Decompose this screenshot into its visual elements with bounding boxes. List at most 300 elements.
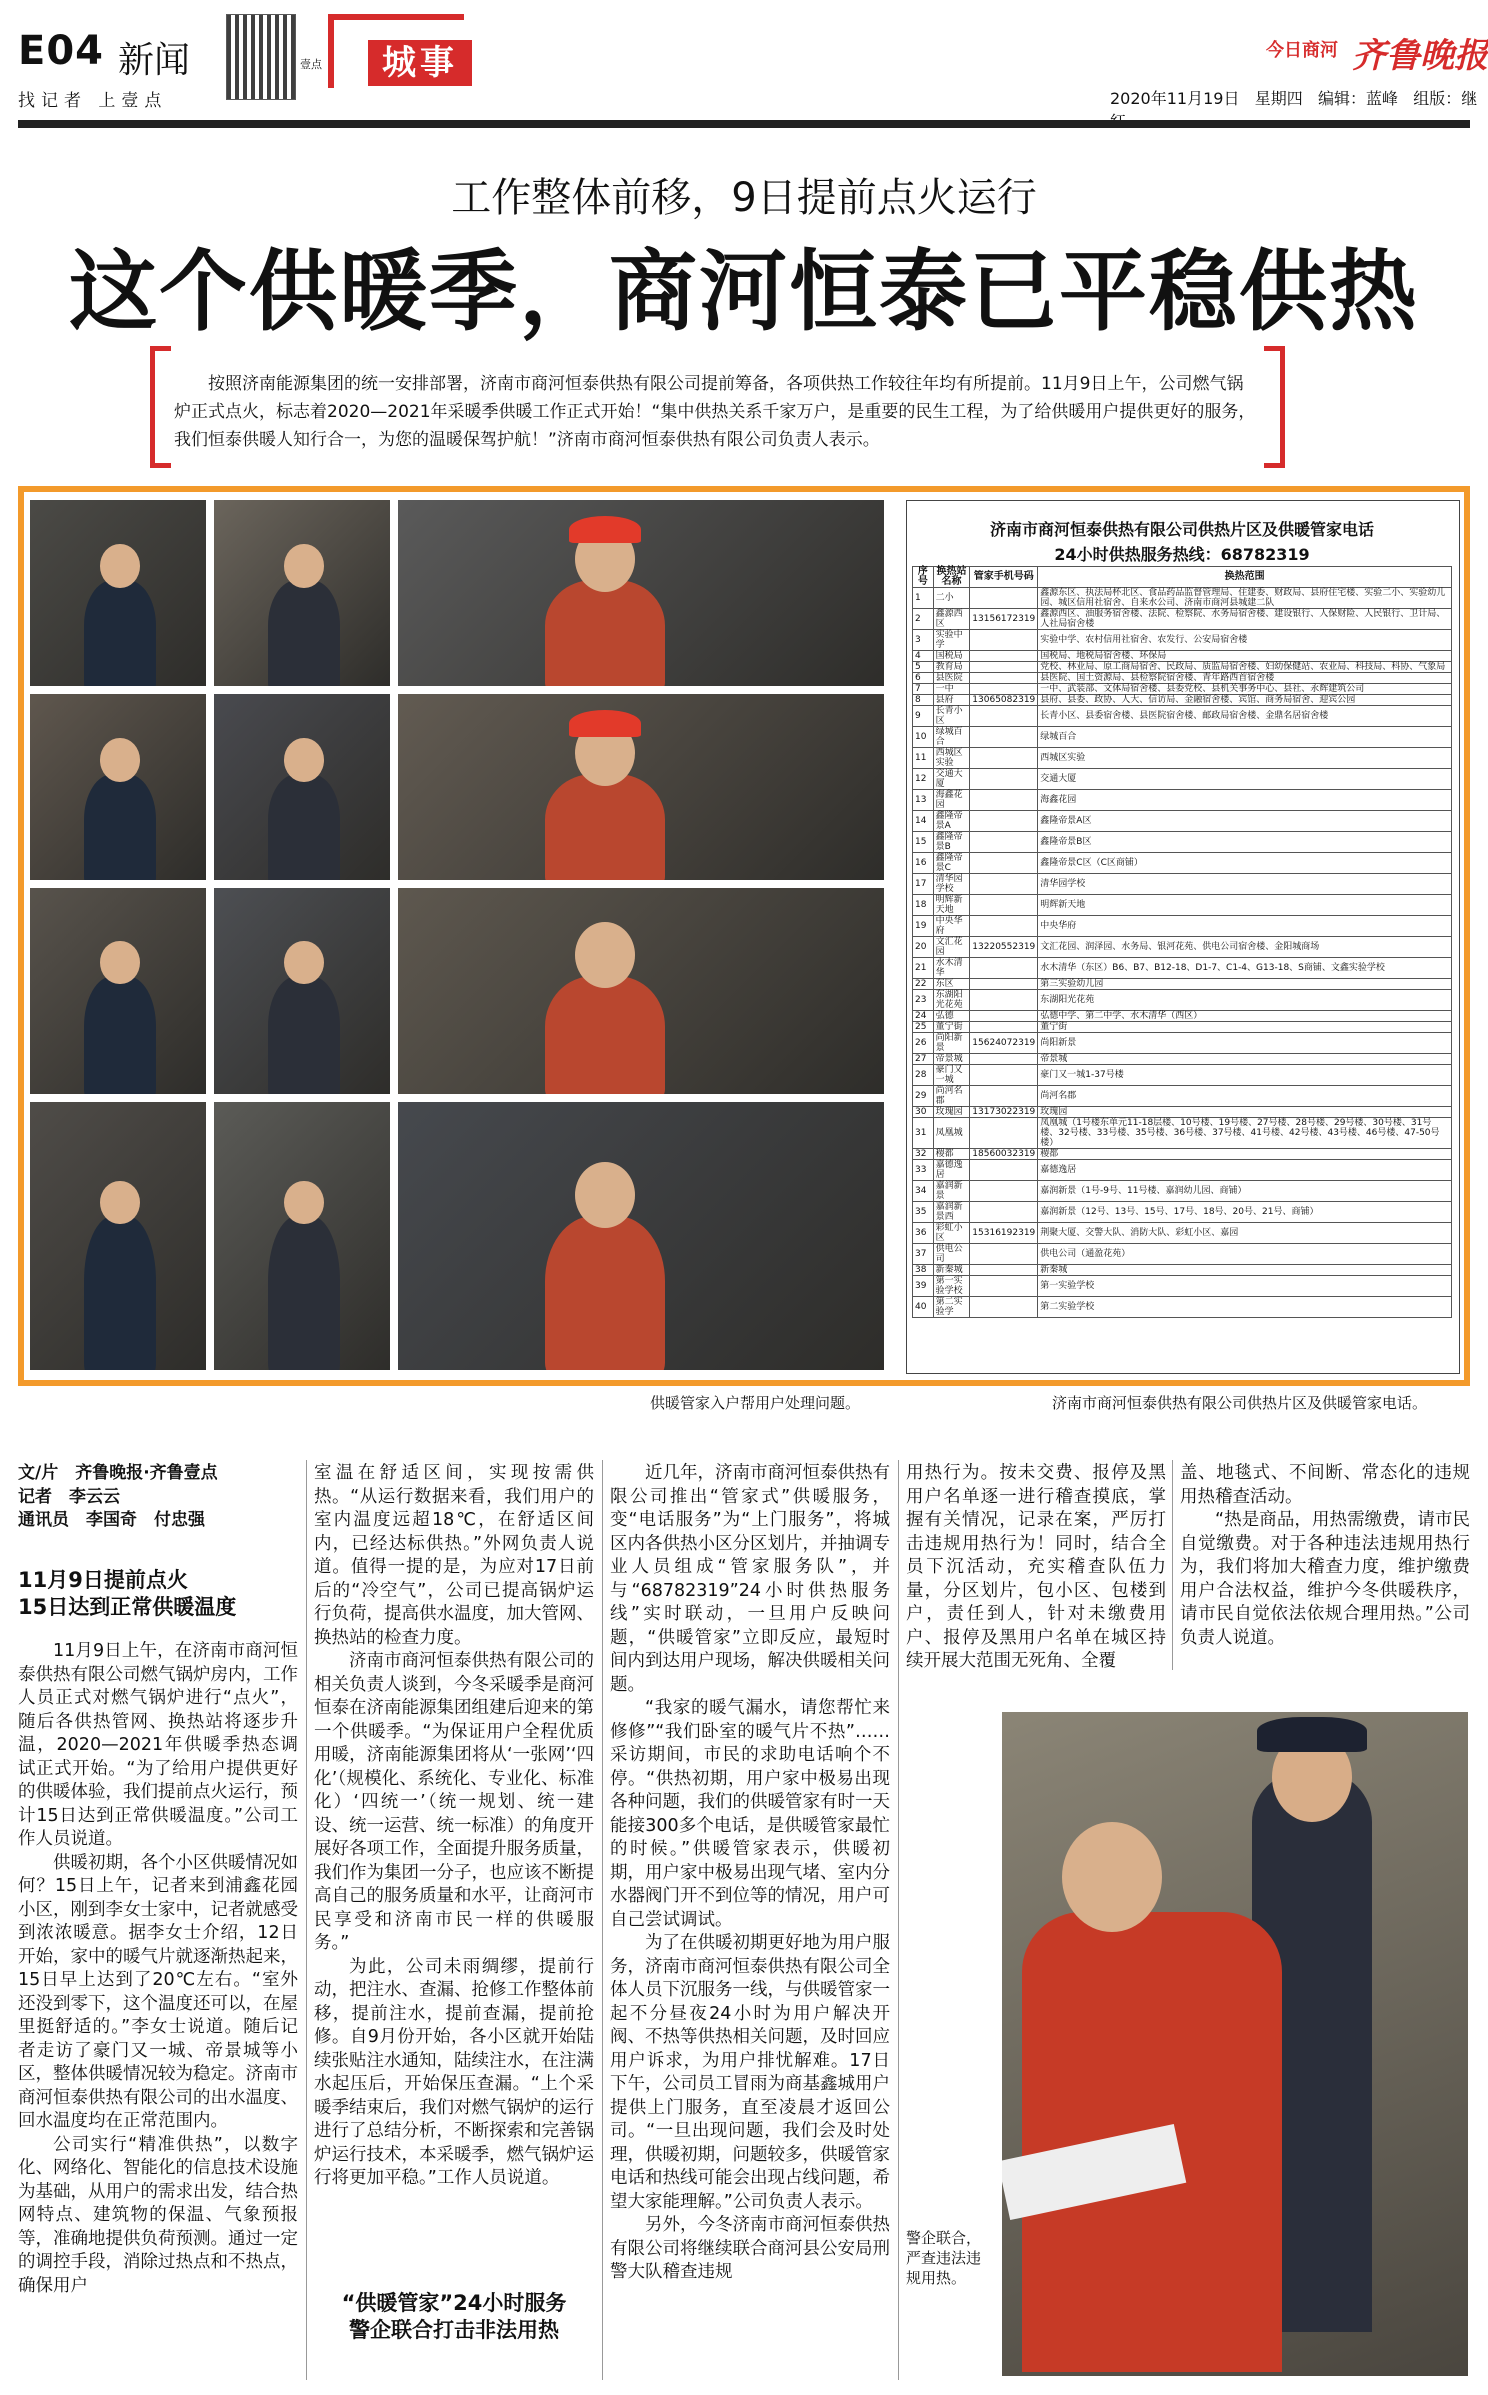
table-cell: 教育局: [933, 662, 970, 673]
slogan: 找记者 上壹点: [18, 91, 168, 111]
byline-line: 通讯员 李国奇 付忠强: [18, 1510, 205, 1530]
table-cell: [970, 1054, 1038, 1065]
table-cell: 玫瑰园: [933, 1107, 970, 1118]
table-cell: 4: [913, 651, 934, 662]
worker-head: [284, 941, 324, 985]
table-cell: 弘德中学、第二中学、水木清华（西区）: [1038, 1011, 1452, 1022]
table-cell: 15316192319: [970, 1223, 1038, 1244]
photo-panel: [30, 1102, 206, 1370]
table-cell: [970, 895, 1038, 916]
table-row: [913, 588, 1452, 609]
table-cell: 第三实验幼儿园: [1038, 979, 1452, 990]
safety-helmet: [569, 710, 641, 737]
table-cell: 29: [913, 1086, 934, 1107]
lead-bracket-left: [150, 346, 171, 468]
table-row: [913, 695, 1452, 706]
table-cell: [970, 1118, 1038, 1149]
byline-line: 文/片 齐鲁晚报·齐鲁壹点: [18, 1463, 218, 1483]
table-cell: [970, 958, 1038, 979]
table-cell: 36: [913, 1223, 934, 1244]
header-rule: [18, 120, 1470, 128]
photo-panel: [214, 888, 390, 1094]
table-cell: 水木清华（东区）B6、B7、B12-18、D1-7、C1-4、G13-18、S商铺、文鑫实验学校: [1038, 958, 1452, 979]
table-cell: 鑫隆帝景C区（C区商铺）: [1038, 853, 1452, 874]
table-cell: [970, 727, 1038, 748]
table-row: [913, 1265, 1452, 1276]
column-divider: [602, 1460, 603, 2380]
section-title-line: 11月9日提前点火: [18, 1568, 188, 1592]
table-row: [913, 1086, 1452, 1107]
table-cell: [970, 1202, 1038, 1223]
table-cell: 2: [913, 609, 934, 630]
table-cell: 西城区实验: [1038, 748, 1452, 769]
table-cell: 东湖阳光花苑: [933, 990, 970, 1011]
subheadline: 工作整体前移，9日提前点火运行: [451, 175, 1037, 221]
table-row: [913, 673, 1452, 684]
table-row: [913, 895, 1452, 916]
photo-panel: [214, 500, 390, 686]
photo-panel: [398, 1102, 884, 1370]
table-row: [913, 1065, 1452, 1086]
table-cell: 25: [913, 1022, 934, 1033]
table-row: [913, 811, 1452, 832]
table-cell: 清华园学校: [933, 874, 970, 895]
table-cell: 嘉德逸居: [933, 1160, 970, 1181]
table-header-cell: 管家手机号码: [970, 567, 1038, 588]
brand-small: 今日商河: [1266, 40, 1338, 61]
table-caption: 济南市商河恒泰供热有限公司供热片区及供暖管家电话。: [1052, 1394, 1428, 1412]
column-4: [906, 1462, 1166, 1672]
table-hotline: 24小时供热服务热线：68782319: [1054, 545, 1310, 564]
table-cell: 东区: [933, 979, 970, 990]
table-row: [913, 1118, 1452, 1149]
designer: 组版：继: [1413, 89, 1478, 108]
worker-body: [545, 976, 665, 1094]
table-cell: 县府: [933, 695, 970, 706]
photo-panel: [398, 888, 884, 1094]
paragraph: 为此，公司未雨绸缪，提前行动，把注水、查漏、抢修工作整体前移，提前注水，提前查漏，提前抢修。自9月份开始，各小区就开始陆续张贴注水通知，陆续注水，在注满水起压后，开始保压查漏。“上个采暖季结束后，我们对燃气锅炉的运行进行了总结分析，不断探索和完善锅炉运行技术，本采暖季，燃气锅炉运行将更加平稳。”工作人员说道。: [314, 1956, 594, 2188]
paragraph: 供暖初期，各个小区供暖情况如何？15日上午，记者来到浦鑫花园小区，刚到李女士家中，记者就感受到浓浓暖意。据李女士介绍，12日开始，家中的暖气片就逐渐热起来，15日早上达到了20℃左右。“室外还没到零下，这个温度还可以，在屋里挺舒适的。”李女士说道。随后记者走访了豪门又一城、帝景城等小区，整体供暖情况较为稳定。济南市商河恒泰供热有限公司的出水温度、回水温度均在正常范围内。: [18, 1852, 298, 2131]
table-cell: 嘉润新景（1号-9号、11号楼、嘉润幼儿园、商铺）: [1038, 1181, 1452, 1202]
table-cell: [970, 1065, 1038, 1086]
table-row: [913, 937, 1452, 958]
table-cell: 1: [913, 588, 934, 609]
table-row: [913, 1276, 1452, 1297]
worker-head: [575, 1162, 635, 1228]
table-cell: 西城区实验: [933, 748, 970, 769]
table-row: [913, 790, 1452, 811]
table-cell: 鑫隆帝景C: [933, 853, 970, 874]
table-header-row: [913, 567, 1452, 588]
table-title: 济南市商河恒泰供热有限公司供热片区及供暖管家电话: [989, 520, 1374, 539]
table-cell: 第二实验学校: [1038, 1297, 1452, 1318]
table-cell: 38: [913, 1265, 934, 1276]
table-cell: 13156172319: [970, 609, 1038, 630]
worker-body: [84, 976, 156, 1094]
table-cell: 嘉润新景: [933, 1181, 970, 1202]
table-cell: [970, 916, 1038, 937]
table-row: [913, 990, 1452, 1011]
table-cell: 22: [913, 979, 934, 990]
table-cell: 31: [913, 1118, 934, 1149]
byline-line: 记者 李云云: [18, 1486, 120, 1507]
table-cell: [970, 706, 1038, 727]
section-title-2: [314, 2290, 594, 2344]
paragraph: 另外，今冬济南市商河恒泰供热有限公司将继续联合商河县公安局刑警大队稽查违规: [610, 2215, 890, 2282]
table-row: [913, 916, 1452, 937]
table-row: [913, 1244, 1452, 1265]
table-cell: [970, 853, 1038, 874]
table-cell: [970, 1265, 1038, 1276]
table-cell: [970, 979, 1038, 990]
table-cell: 39: [913, 1276, 934, 1297]
issue-weekday: 星期四: [1254, 89, 1303, 108]
column-2: [314, 1462, 594, 2272]
worker-head: [575, 922, 635, 988]
table-row: [913, 651, 1452, 662]
column-3: [610, 1462, 890, 2382]
photo-panel: [30, 500, 206, 686]
column-divider: [1172, 1460, 1173, 1670]
table-cell: 13: [913, 790, 934, 811]
table-cell: 凤凰城（1号楼东单元11-18层楼、10号楼、19号楼、27号楼、28号楼、29号楼、30号楼、31号楼、32号楼、33号楼、35号楼、36号楼、37号楼、41号楼、42号楼、43号楼、46号楼、47-50号楼）: [1038, 1118, 1452, 1149]
table-cell: 中央华府: [1038, 916, 1452, 937]
table-cell: [970, 630, 1038, 651]
table-cell: 豪门又一城1-37号楼: [1038, 1065, 1452, 1086]
table-cell: [970, 1297, 1038, 1318]
table-cell: [970, 1011, 1038, 1022]
police-photo: [1002, 1712, 1468, 2376]
table-cell: 海鑫花园: [933, 790, 970, 811]
worker-body: [268, 774, 340, 880]
table-cell: 尚阳新景: [933, 1033, 970, 1054]
table-cell: 第一实验学校: [933, 1276, 970, 1297]
table-cell: 实验中学: [933, 630, 970, 651]
table-cell: 弘德: [933, 1011, 970, 1022]
table-cell: 鑫隆帝景B区: [1038, 832, 1452, 853]
table-cell: 嘉德逸居: [1038, 1160, 1452, 1181]
worker-body: [545, 1216, 665, 1370]
photo-panel: [398, 500, 884, 686]
brand-logo: 齐鲁晚报: [1352, 36, 1488, 76]
table-cell: 帝景城: [1038, 1054, 1452, 1065]
worker-body: [84, 1216, 156, 1370]
table-row: [913, 832, 1452, 853]
table-cell: 30: [913, 1107, 934, 1118]
table-cell: 党校、林业局、原工商局宿舍、民政局、质监局宿舍楼、妇幼保健站、农业局、科技局、科协、气象局: [1038, 662, 1452, 673]
table-header-cell: 换热站名称: [933, 567, 970, 588]
table-row: [913, 1022, 1452, 1033]
table-row: [913, 1011, 1452, 1022]
table-cell: 15: [913, 832, 934, 853]
table-cell: 嘉润新景（12号、13号、15号、17号、18号、20号、21号、商铺）: [1038, 1202, 1452, 1223]
table-cell: 21: [913, 958, 934, 979]
worker-head: [284, 1181, 324, 1225]
table-cell: 玫瑰园: [1038, 1107, 1452, 1118]
table-cell: 凤凰城: [933, 1118, 970, 1149]
table-cell: 海鑫花园: [1038, 790, 1452, 811]
paragraph: 济南市商河恒泰供热有限公司的相关负责人谈到，今冬采暖季是商河恒泰在济南能源集团组建后迎来的第一个供暖季。“为保证用户全程优质用暖，济南能源集团将从‘一张网’‘四化’（规模化、系统化、专业化、标准化）‘四统一’（统一规划、统一建设、统一运营、统一标准）的角度开展好各项工作，全面提升服务质量，我们作为集团一分子，也应该不断提高自己的服务质量和水平，让商河市民享受和济南市民一样的供暖服务。”: [314, 1651, 594, 1953]
table-cell: 实验中学、农村信用社宿舍、农发行、公安局宿舍楼: [1038, 630, 1452, 651]
section-title-line: 15日达到正常供暖温度: [18, 1595, 237, 1619]
section-name: 新闻: [118, 40, 191, 81]
table-header-cell: 换热范围: [1038, 567, 1452, 588]
table-cell: 12: [913, 769, 934, 790]
table-cell: 鑫隆帝景A: [933, 811, 970, 832]
table-row: [913, 630, 1452, 651]
table-cell: 鑫源东区、执法局杯北区、食品药品监督管理局、住建委、财政局、县府住宅楼、实验二小、实验幼儿园、城区信用社宿舍、自来水公司、济南市商河县城建二队: [1038, 588, 1452, 609]
table-row: [913, 1181, 1452, 1202]
table-cell: 尚河名郡: [933, 1086, 970, 1107]
lead-paragraph: 按照济南能源集团的统一安排部署，济南市商河恒泰供热有限公司提前筹备，各项供热工作较往年均有所提前。11月9日上午，公司燃气锅炉正式点火，标志着2020—2021年采暖季供暖工作正式开始！“集中供热关系千家万户，是重要的民生工程，为了给供暖用户提供更好的服务，我们恒泰供暖人知行合一，为您的温暖保驾护航！”济南市商河恒泰供热有限公司负责人表示。: [174, 374, 1256, 450]
table-cell: [970, 673, 1038, 684]
table-body: [913, 588, 1452, 1318]
table-cell: 荆聚大厦、交警大队、消防大队、彩虹小区、嘉园: [1038, 1223, 1452, 1244]
column-divider: [898, 1460, 899, 2380]
worker-body: [545, 580, 665, 686]
table-cell: 中央华府: [933, 916, 970, 937]
worker-head: [100, 738, 140, 782]
worker-head: [100, 1181, 140, 1225]
table-cell: 24: [913, 1011, 934, 1022]
table-cell: 交通大厦: [933, 769, 970, 790]
table-cell: 新秦城: [933, 1265, 970, 1276]
service-table: [912, 566, 1452, 1318]
table-cell: 14: [913, 811, 934, 832]
table-cell: 27: [913, 1054, 934, 1065]
table-row: [913, 727, 1452, 748]
table-cell: 尚阳新景: [1038, 1033, 1452, 1054]
photo-panel: [30, 694, 206, 880]
table-cell: 28: [913, 1065, 934, 1086]
table-cell: [970, 684, 1038, 695]
table-cell: 11: [913, 748, 934, 769]
byline: [18, 1462, 298, 1533]
table-row: [913, 706, 1452, 727]
table-cell: 帝景城: [933, 1054, 970, 1065]
worker-body: [84, 774, 156, 880]
table-cell: 35: [913, 1202, 934, 1223]
table-row: [913, 1107, 1452, 1118]
table-header-cell: 序号: [913, 567, 934, 588]
table-cell: 13220552319: [970, 937, 1038, 958]
table-row: [913, 1202, 1452, 1223]
safety-helmet: [569, 516, 641, 543]
paragraph: 公司实行“精准供热”，以数字化、网络化、智能化的信息技术设施为基础，从用户的需求出发，结合热网特点、建筑物的保温、气象预报等，准确地提供负荷预测。通过一定的调控手段，消除过热点和不热点，确保用户: [18, 2134, 298, 2296]
table-cell: 18560032319: [970, 1149, 1038, 1160]
table-cell: 13173022319: [970, 1107, 1038, 1118]
paragraph: “我家的暖气漏水，请您帮忙来修修”“我们卧室的暖气片不热”……采访期间，市民的求助电话响个不停。“供热初期，用户家中极易出现各种问题，我们的供暖管家有时一天能接300多个电话，是供暖管家最忙的时候。”供暖管家表示，供暖初期，用户家中极易出现气堵、室内分水器阀门开不到位等的情况，用户可自己尝试调试。: [610, 1698, 890, 1930]
table-cell: 9: [913, 706, 934, 727]
table-cell: 东湖阳光花苑: [1038, 990, 1452, 1011]
table-cell: [970, 811, 1038, 832]
table-cell: 鑫源西区、油服务宿舍楼、法院、检察院、水务局宿舍楼、建设银行、人保财险、人民银行、卫计局、人社局宿舍楼: [1038, 609, 1452, 630]
table-cell: [970, 874, 1038, 895]
paragraph: 11月9日上午，在济南市商河恒泰供热有限公司燃气锅炉房内，工作人员正式对燃气锅炉进行“点火”，随后各供热管网、换热站将逐步升温，2020—2021年供暖季热态调试正式开始。“为了给用户提供更好的供暖体验，我们提前点火运行，预计15日达到正常供暖温度。”公司工作人员说道。: [18, 1641, 298, 1849]
table-cell: 绿城百合: [1038, 727, 1452, 748]
table-cell: 供电公司（通盈花苑）: [1038, 1244, 1452, 1265]
table-row: [913, 1149, 1452, 1160]
table-cell: [970, 1181, 1038, 1202]
section-title-1: [18, 1567, 298, 1621]
table-cell: 县医院: [933, 673, 970, 684]
qr-label: 壹点: [300, 58, 322, 71]
table-cell: [970, 748, 1038, 769]
table-cell: [970, 1276, 1038, 1297]
worker-head: [100, 544, 140, 588]
section-title-line: 警企联合打击非法用热: [349, 2318, 559, 2342]
table-cell: [970, 1086, 1038, 1107]
table-cell: 23: [913, 990, 934, 1011]
table-row: [913, 769, 1452, 790]
table-row: [913, 1297, 1452, 1318]
column-1: [18, 1640, 298, 2380]
table-cell: 26: [913, 1033, 934, 1054]
table-cell: 董宁街: [933, 1022, 970, 1033]
worker-head: [284, 544, 324, 588]
table-cell: 19: [913, 916, 934, 937]
photo-panel: [398, 694, 884, 880]
table-cell: 鑫隆帝景A区: [1038, 811, 1452, 832]
table-cell: [970, 662, 1038, 673]
paragraph: 盖、地毯式、不间断、常态化的违规用热稽查活动。: [1180, 1463, 1470, 1507]
worker-head: [100, 941, 140, 985]
table-cell: [970, 790, 1038, 811]
qr-code-icon[interactable]: [226, 14, 296, 100]
category-tag: 城事: [368, 40, 472, 86]
table-cell: 17: [913, 874, 934, 895]
table-row: [913, 958, 1452, 979]
column-divider: [306, 1460, 307, 2380]
worker-body: [268, 976, 340, 1094]
table-cell: 一中: [933, 684, 970, 695]
table-cell: 5: [913, 662, 934, 673]
table-cell: 彩虹小区: [933, 1223, 970, 1244]
worker-body: [268, 580, 340, 686]
table-cell: 第二实验学: [933, 1297, 970, 1318]
worker-head: [284, 738, 324, 782]
photo-panel: [30, 888, 206, 1094]
table-cell: 尚河名郡: [1038, 1086, 1452, 1107]
table-cell: 40: [913, 1297, 934, 1318]
issue-date: 2020年11月19日: [1110, 89, 1240, 108]
table-cell: 鑫源西区: [933, 609, 970, 630]
table-cell: [970, 832, 1038, 853]
paragraph: 为了在供暖初期更好地为用户服务，济南市商河恒泰供热有限公司全体人员下沉服务一线，与供暖管家一起不分昼夜24小时为用户解决开阀、不热等供热相关问题，及时回应用户诉求，为用户排忧解难。17日下午，公司员工冒雨为商基鑫城用户提供上门服务，直至凌晨才返回公司。“一旦出现问题，我们会及时处理，供暖初期，问题较多，供暖管家电话和热线可能会出现占线问题，希望大家能理解。”公司负责人表示。: [610, 1933, 890, 2212]
table-cell: 稷都: [1038, 1149, 1452, 1160]
table-cell: 文汇花园、润泽园、水务局、银河花苑、供电公司宿舍楼、金阳城商场: [1038, 937, 1452, 958]
table-cell: 明辉新天地: [1038, 895, 1452, 916]
table-cell: 新秦城: [1038, 1265, 1452, 1276]
table-cell: [970, 1244, 1038, 1265]
table-row: [913, 1054, 1452, 1065]
paragraph: “热是商品，用热需缴费，请市民自觉缴费。对于各种违法违规用热行为，我们将加大稽查力度，维护缴费用户合法权益，维护今冬供暖秩序，请市民自觉依法依规合理用热。”公司负责人说道。: [1180, 1510, 1470, 1648]
editor: 编辑：蓝峰: [1318, 89, 1399, 108]
table-row: [913, 662, 1452, 673]
police-cap: [1257, 1717, 1367, 1752]
table-cell: 鑫隆帝景B: [933, 832, 970, 853]
table-cell: 交通大厦: [1038, 769, 1452, 790]
paragraph: 近几年，济南市商河恒泰供热有限公司推出“管家式”供暖服务，变“电话服务”为“上门服务”，将城区内各供热小区分区划片，并抽调专业人员组成“管家服务队”，并与“68782319”24小时供热服务线”实时联动，一旦用户反映问题，“供暖管家”立即反应，最短时间内到达用户现场，解决供暖相关问题。: [610, 1463, 890, 1695]
table-row: [913, 979, 1452, 990]
table-row: [913, 1223, 1452, 1244]
table-cell: 6: [913, 673, 934, 684]
worker-body: [545, 774, 665, 880]
table-cell: 第一实验学校: [1038, 1276, 1452, 1297]
table-cell: 供电公司: [933, 1244, 970, 1265]
paragraph: 室温在舒适区间，实现按需供热。“从运行数据来看，我们用户的室内温度远超18℃，在舒适区间内，已经达标供热。”外网负责人说道。值得一提的是，为应对17日前后的“冷空气”，公司已提高锅炉运行负荷，提高供水温度，加大管网、换热站的检查力度。: [314, 1463, 594, 1648]
table-row: [913, 748, 1452, 769]
table-cell: 清华园学校: [1038, 874, 1452, 895]
table-cell: 明辉新天地: [933, 895, 970, 916]
worker-head: [1062, 1822, 1162, 1932]
table-cell: 国税局: [933, 651, 970, 662]
table-cell: [970, 990, 1038, 1011]
table-cell: 16: [913, 853, 934, 874]
table-cell: [970, 1022, 1038, 1033]
table-cell: 32: [913, 1149, 934, 1160]
photo-panel: [214, 1102, 390, 1370]
worker-body: [84, 580, 156, 686]
paragraph: 用热行为。按未交费、报停及黑用户名单逐一进行稽查摸底，掌握有关情况，记录在案，严厉打击违规用热行为！同时，结合全员下沉活动，充实稽查队伍力量，分区划片，包小区、包楼到户，责任到人，针对未缴费用户、报停及黑用户名单在城区持续开展大范围无死角、全覆: [906, 1463, 1166, 1671]
table-cell: 绿城百合: [933, 727, 970, 748]
worker-body: [268, 1216, 340, 1370]
table-cell: 18: [913, 895, 934, 916]
table-cell: 37: [913, 1244, 934, 1265]
photo-caption: 供暖管家入户帮用户处理问题。: [650, 1394, 861, 1412]
photo-panel: [214, 694, 390, 880]
table-cell: 一中、武装部、文体局宿舍楼、县委党校、县机关事务中心、县社、永辉建筑公司: [1038, 684, 1452, 695]
column-5: [1180, 1462, 1470, 1672]
table-cell: 县医院、国土资源局、县检察院宿舍楼、青年路西首宿舍楼: [1038, 673, 1452, 684]
table-row: [913, 874, 1452, 895]
table-row: [913, 853, 1452, 874]
table-cell: 15624072319: [970, 1033, 1038, 1054]
table-cell: 县府、县委、政协、人大、信访局、金融宿舍楼、宾馆、商务局宿舍、迎宾公园: [1038, 695, 1452, 706]
table-row: [913, 1033, 1452, 1054]
section-title-line: “供暖管家”24小时服务: [341, 2291, 567, 2315]
table-cell: 8: [913, 695, 934, 706]
table-cell: 国税局、地税局宿舍楼、环保局: [1038, 651, 1452, 662]
table-row: [913, 684, 1452, 695]
table-cell: 13065082319: [970, 695, 1038, 706]
table-cell: [970, 769, 1038, 790]
lead-bracket-right: [1264, 346, 1285, 468]
table-cell: 7: [913, 684, 934, 695]
table-cell: 稷都: [933, 1149, 970, 1160]
police-photo-caption: 警企联合，严查违法违规用热。: [906, 2229, 982, 2287]
page-number: E04: [18, 28, 104, 74]
table-cell: 二小: [933, 588, 970, 609]
table-cell: [970, 1160, 1038, 1181]
table-cell: 文汇花园: [933, 937, 970, 958]
table-cell: [970, 588, 1038, 609]
table-cell: 嘉润新景西: [933, 1202, 970, 1223]
table-row: [913, 1160, 1452, 1181]
table-cell: 长青小区、县委宿舍楼、县医院宿舍楼、邮政局宿舍楼、金鼎名居宿舍楼: [1038, 706, 1452, 727]
table-cell: 3: [913, 630, 934, 651]
table-cell: 20: [913, 937, 934, 958]
table-cell: 董宁街: [1038, 1022, 1452, 1033]
table-cell: [970, 651, 1038, 662]
headline: 这个供暖季，商河恒泰已平稳供热: [68, 240, 1419, 343]
table-cell: 10: [913, 727, 934, 748]
table-cell: 长青小区: [933, 706, 970, 727]
table-cell: 34: [913, 1181, 934, 1202]
table-cell: 33: [913, 1160, 934, 1181]
table-cell: 豪门又一城: [933, 1065, 970, 1086]
table-cell: 水木清华: [933, 958, 970, 979]
